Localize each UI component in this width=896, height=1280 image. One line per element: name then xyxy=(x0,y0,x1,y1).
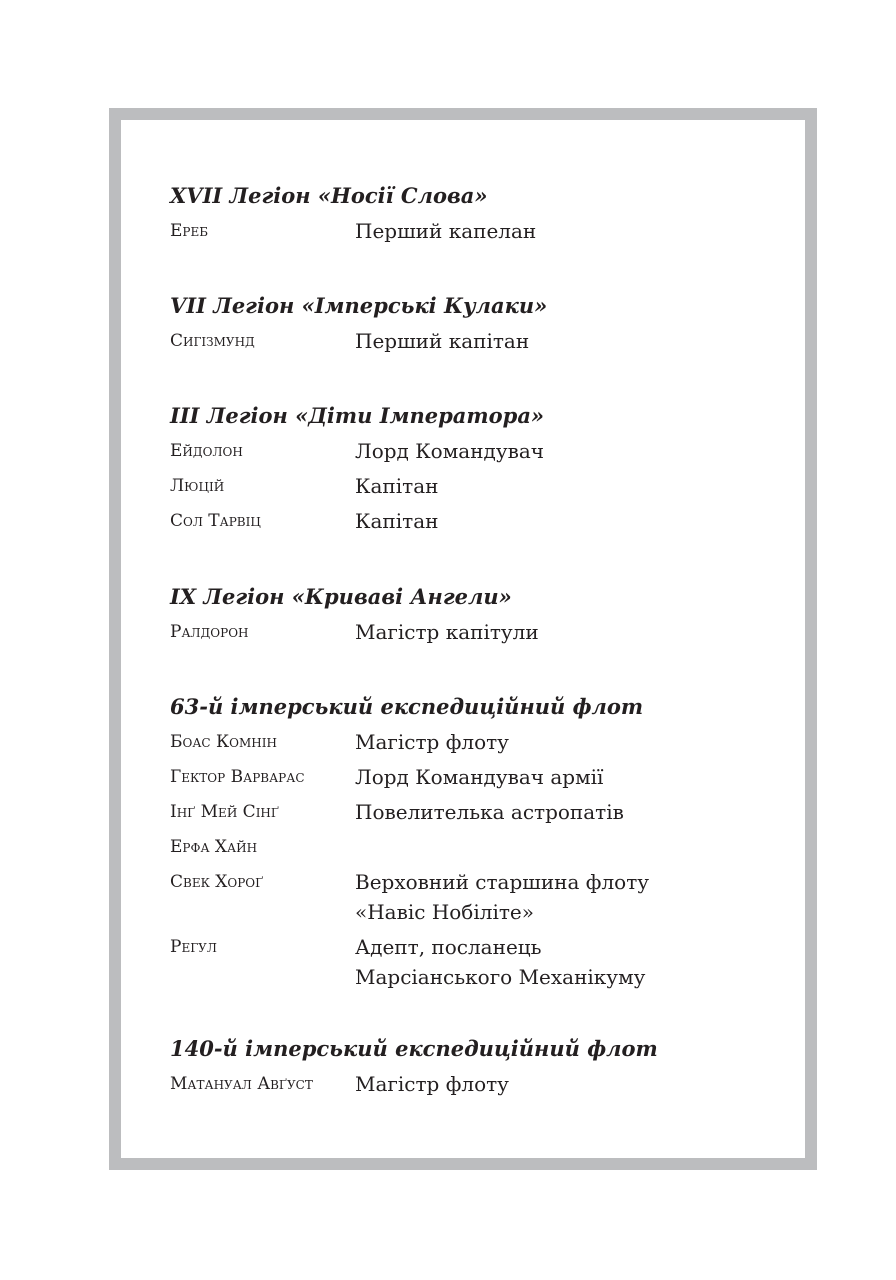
character-role-line: Верховний старшина флоту xyxy=(355,870,650,894)
character-row xyxy=(170,216,790,246)
character-row xyxy=(170,506,790,536)
character-role: Магістр флоту xyxy=(355,1072,509,1096)
character-role: Капітан xyxy=(355,474,439,498)
character-row xyxy=(170,932,790,992)
character-name: Гектор Варварас xyxy=(170,767,305,787)
character-row xyxy=(170,471,790,501)
character-row xyxy=(170,762,790,792)
section-imperial-fists xyxy=(170,291,790,356)
section-heading: VII Легіон «Імперські Кулаки» xyxy=(170,293,548,318)
character-name: Ейдолон xyxy=(170,441,243,461)
character-role xyxy=(355,867,790,927)
section-heading: XVII Легіон «Носії Слова» xyxy=(170,183,488,208)
section-heading: IX Легіон «Криваві Ангели» xyxy=(170,584,512,609)
character-role-line: Марсіанського Механікуму xyxy=(355,965,646,989)
character-row xyxy=(170,326,790,356)
character-role xyxy=(355,832,790,862)
character-role: Магістр капітули xyxy=(355,620,539,644)
character-name: Матануал Авґуст xyxy=(170,1074,313,1094)
character-name: Сигізмунд xyxy=(170,331,255,351)
character-name: Сол Тарвіц xyxy=(170,511,261,531)
character-row xyxy=(170,617,790,647)
character-role: Лорд Командувач армії xyxy=(355,765,604,789)
character-name: Регул xyxy=(170,937,217,957)
character-role: Повелителька астропатів xyxy=(355,800,624,824)
character-name: Інґ Мей Сінґ xyxy=(170,802,279,822)
character-role: Перший капелан xyxy=(355,219,537,243)
character-name: Свек Хороґ xyxy=(170,872,264,892)
section-140th-fleet xyxy=(170,1034,790,1099)
character-name: Ереб xyxy=(170,221,209,241)
character-row xyxy=(170,1069,790,1099)
character-name: Ерфа Хайн xyxy=(170,837,258,857)
character-name: Ралдорон xyxy=(170,622,249,642)
character-role: Магістр флоту xyxy=(355,730,509,754)
character-role xyxy=(355,932,790,992)
section-blood-angels xyxy=(170,582,790,647)
character-name: Боас Комнін xyxy=(170,732,277,752)
character-role: Капітан xyxy=(355,509,439,533)
character-row xyxy=(170,727,790,757)
section-emperors-children xyxy=(170,401,790,536)
section-heading: III Легіон «Діти Імператора» xyxy=(170,403,545,428)
character-role-line: «Навіс Нобіліте» xyxy=(355,900,534,924)
section-63rd-fleet xyxy=(170,692,790,992)
character-row xyxy=(170,797,790,827)
section-heading: 140-й імперський експедиційний флот xyxy=(170,1036,658,1061)
character-row xyxy=(170,867,790,927)
character-name: Люцій xyxy=(170,476,225,496)
character-row xyxy=(170,436,790,466)
character-row xyxy=(170,832,790,862)
character-role: Лорд Командувач xyxy=(355,439,545,463)
character-role: Перший капітан xyxy=(355,329,530,353)
section-word-bearers xyxy=(170,181,790,246)
character-role-line: Адепт, посланець xyxy=(355,935,542,959)
section-heading: 63-й імперський експедиційний флот xyxy=(170,694,644,719)
